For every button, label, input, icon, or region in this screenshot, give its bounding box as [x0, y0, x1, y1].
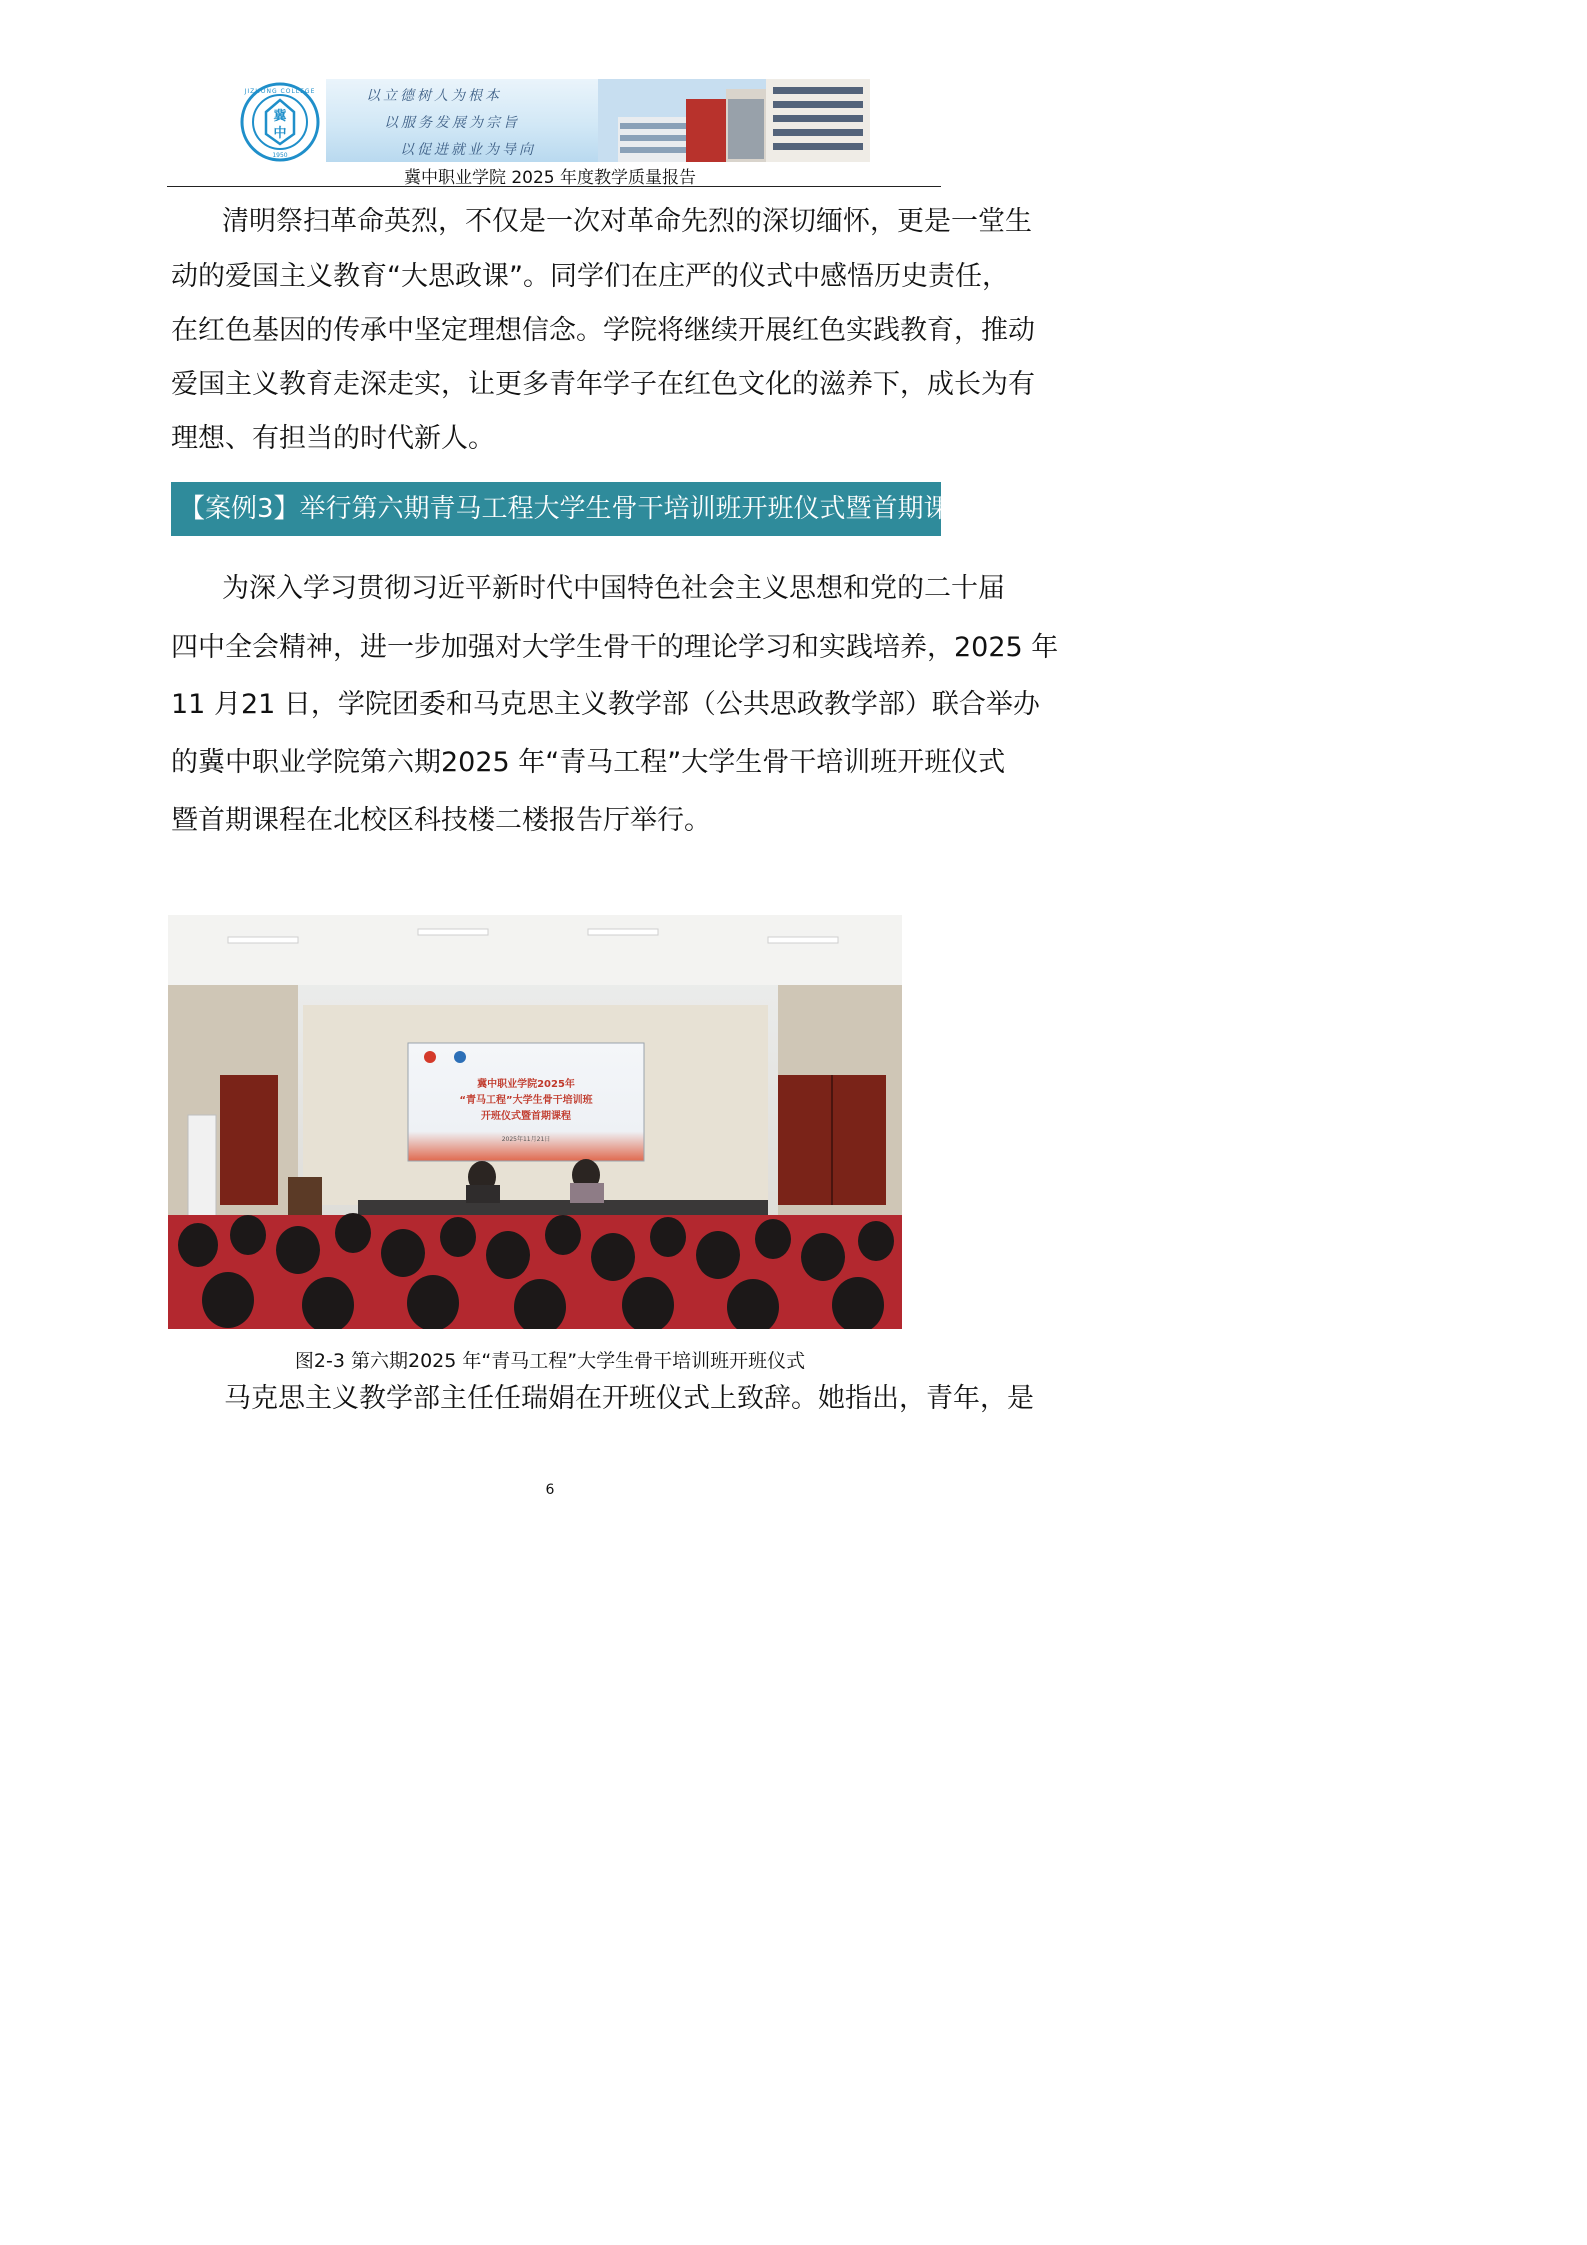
- intro-line-4: 爱国主义教育走深走实，让更多青年学子在红色文化的滋养下，成长为有: [171, 369, 1035, 400]
- case-title: 【案例3】举行第六期青马工程大学生骨干培训班开班仪式暨首期课程: [179, 494, 976, 524]
- screen-date: 2025年11月21日: [501, 1136, 551, 1143]
- intro-line-2: 动的爱国主义教育“大思政课”。同学们在庄严的仪式中感悟历史责任，: [171, 261, 1009, 292]
- photo-caption: 图2-3 第六期2025 年“青马工程”大学生骨干培训班开班仪式: [294, 1350, 806, 1372]
- screen-line-1: 冀中职业学院2025年: [477, 1079, 575, 1090]
- campus-building-image: [598, 79, 870, 162]
- svg-text:中: 中: [273, 126, 287, 141]
- svg-text:冀: 冀: [273, 109, 287, 124]
- ceremony-photo: [168, 915, 902, 1329]
- page-number: 6: [545, 1482, 555, 1498]
- header-banner: [326, 79, 870, 162]
- next-paragraph-line-1: 马克思主义教学部主任任瑞娟在开班仪式上致辞。她指出，青年，是: [224, 1383, 1034, 1414]
- case-line-3: 11 月21 日，学院团委和马克思主义教学部（公共思政教学部）联合举办: [171, 689, 1040, 720]
- intro-line-3: 在红色基因的传承中坚定理想信念。学院将继续开展红色实践教育，推动: [171, 315, 1035, 346]
- case-line-4: 的冀中职业学院第六期2025 年“青马工程”大学生骨干培训班开班仪式: [171, 747, 1006, 778]
- svg-text:JIZHONG COLLEGE: JIZHONG COLLEGE: [244, 88, 316, 95]
- slogan-2: 以服务发展为宗旨: [384, 115, 520, 131]
- slogan-1: 以立德树人为根本: [366, 88, 502, 104]
- report-title: 冀中职业学院 2025 年度教学质量报告: [403, 168, 697, 188]
- screen-line-3: 开班仪式暨首期课程: [481, 1111, 571, 1122]
- intro-line-5: 理想、有担当的时代新人。: [171, 423, 495, 454]
- slogan-3: 以促进就业为导向: [400, 142, 536, 158]
- case-line-5: 暨首期课程在北校区科技楼二楼报告厅举行。: [171, 805, 711, 836]
- screen-line-2: “青马工程”大学生骨干培训班: [459, 1095, 593, 1106]
- case-title-banner: [171, 482, 976, 536]
- header-divider: [167, 186, 941, 187]
- svg-text:1950: 1950: [272, 152, 288, 159]
- college-logo: [240, 82, 320, 162]
- case-line-2: 四中全会精神，进一步加强对大学生骨干的理论学习和实践培养，2025 年: [171, 632, 1059, 663]
- intro-line-1: 清明祭扫革命英烈，不仅是一次对革命先烈的深切缅怀，更是一堂生: [222, 206, 1032, 237]
- case-line-1: 为深入学习贯彻习近平新时代中国特色社会主义思想和党的二十届: [222, 573, 1005, 604]
